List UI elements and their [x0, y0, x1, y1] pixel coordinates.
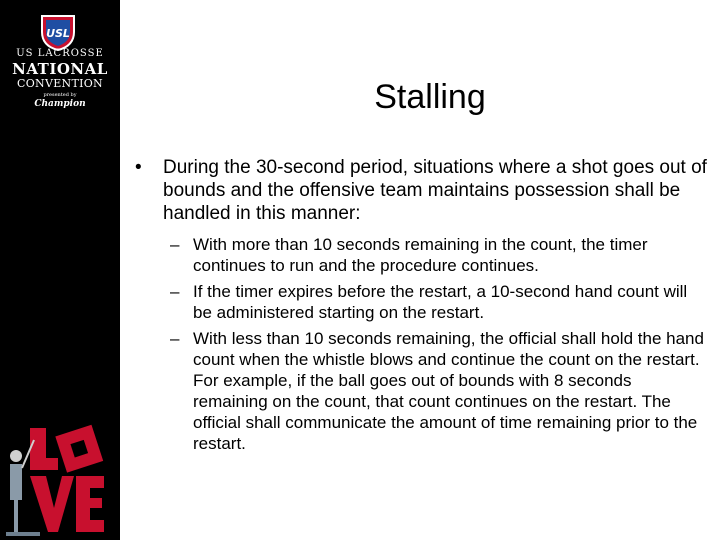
logo-line-3: CONVENTION: [17, 77, 103, 90]
usl-shield-icon: [38, 12, 78, 52]
sub-bullet-item: [130, 281, 710, 323]
bullet-marker: •: [135, 157, 142, 178]
sub-bullet-item: [130, 234, 710, 276]
slide-title: Stalling: [374, 78, 486, 116]
sub-bullet-text: With more than 10 seconds remaining in the count, the timer continues to run and the procedure continues.: [193, 235, 648, 275]
sidebar-banner: [0, 0, 120, 540]
sub-bullet-item: [130, 328, 710, 454]
slide-body: [130, 156, 710, 459]
sub-bullet-marker: –: [170, 282, 180, 301]
logo-line-4: presented by: [43, 92, 77, 98]
sub-bullet-marker: –: [170, 235, 180, 254]
sub-bullet-list: [130, 234, 710, 454]
logo-line-2: NATIONAL: [12, 60, 108, 78]
main-bullet: [130, 156, 710, 225]
sub-bullet-text: With less than 10 seconds remaining, the official shall hold the hand count when the whistle blows and continue the count on the restart. For example, if the ball goes out of bounds with 8 seconds remaining on the count, that count continues on the restart. The official shall communicate the amount of time remaining prior to the restart.: [193, 329, 704, 453]
logo-badge-text: USL: [46, 27, 70, 40]
logo-line-1: US LACROSSE: [16, 48, 104, 59]
love-sculpture-image: [0, 420, 120, 540]
main-bullet-text: During the 30-second period, situations where a shot goes out of bounds and the offensive team maintains possession shall be handled in this manner:: [163, 157, 707, 224]
sub-bullet-text: If the timer expires before the restart, a 10-second hand count will be administered starting on the restart.: [193, 282, 688, 322]
sub-bullet-marker: –: [170, 329, 180, 348]
logo-line-5: Champion: [34, 99, 86, 109]
